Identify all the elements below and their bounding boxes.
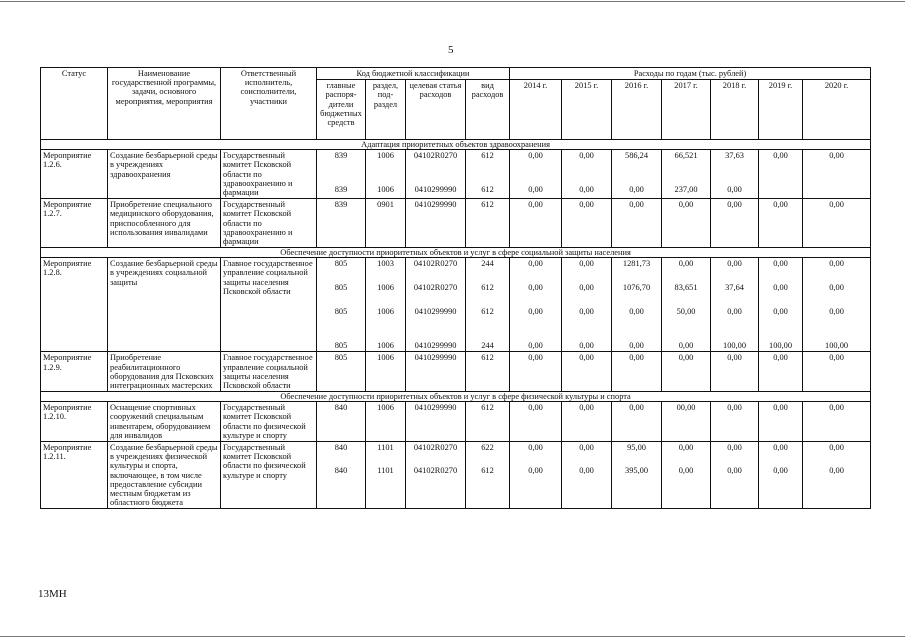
cell-value: 1006 bbox=[377, 353, 394, 363]
section-title: Обеспечение доступности приоритетных объектов и услуг в сфере социальной защиты населения bbox=[41, 248, 871, 258]
expense-type-cell bbox=[466, 258, 510, 352]
amount-cell-2019 bbox=[759, 150, 803, 199]
cell-value: 612 bbox=[481, 353, 494, 363]
cell-value: 0,00 bbox=[773, 259, 788, 269]
table-row bbox=[41, 258, 871, 352]
razdel-cell bbox=[366, 402, 406, 442]
cell-value: 0,00 bbox=[528, 200, 543, 210]
cell-value: 0,00 bbox=[579, 403, 594, 413]
expense-type-cell bbox=[466, 150, 510, 199]
cell-value: 0,00 bbox=[678, 341, 694, 351]
cell-value: 0,00 bbox=[829, 200, 844, 210]
cell-value: 237,00 bbox=[674, 185, 698, 195]
amount-cell-2018 bbox=[711, 150, 759, 199]
name-cell: Приобретение реабилитационного оборудования для Псковских интеграционных мастерских bbox=[108, 352, 221, 392]
cell-value: 0,00 bbox=[678, 200, 694, 210]
name-cell: Оснащение спортивных сооружений специальным инвентарем, оборудованием для инвалидов bbox=[108, 402, 221, 442]
cell-value: 0,00 bbox=[727, 307, 742, 317]
cell-value: 0,00 bbox=[678, 259, 694, 269]
cell-value: 395,00 bbox=[625, 466, 649, 476]
cell-value: 1281,73 bbox=[622, 259, 651, 269]
cell-value: 612 bbox=[481, 283, 494, 293]
cell-value: 0,00 bbox=[528, 259, 543, 269]
cell-value: 0,00 bbox=[579, 466, 594, 476]
amount-cell-2016 bbox=[612, 442, 662, 509]
header-year-2014: 2014 г. bbox=[510, 80, 562, 140]
cell-value: 0,00 bbox=[727, 466, 742, 476]
cell-value: 0,00 bbox=[727, 259, 742, 269]
cell-value: 04102R0270 bbox=[413, 259, 458, 269]
header-grbs: главные распоря-дители бюджетных средств bbox=[317, 80, 366, 140]
header-target-article: целевая статья расходов bbox=[406, 80, 466, 140]
section-header-row bbox=[41, 248, 871, 258]
cell-value: 1003 bbox=[377, 259, 394, 269]
status-cell: Мероприятие 1.2.11. bbox=[41, 442, 108, 509]
responsible-cell: Главное государственное управление социальной защиты населения Псковской области bbox=[221, 352, 317, 392]
target-article-cell bbox=[406, 258, 466, 352]
amount-cell-2020 bbox=[803, 352, 871, 392]
cell-value: 04102R0270 bbox=[413, 466, 458, 476]
header-budget-code: Код бюджетной классификации bbox=[317, 68, 510, 80]
cell-value: 0,00 bbox=[829, 283, 844, 293]
responsible-cell: Государственный комитет Псковской области по физической культуре и спорту bbox=[221, 442, 317, 509]
grbs-cell bbox=[317, 258, 366, 352]
amount-cell-2016 bbox=[612, 199, 662, 248]
razdel-cell bbox=[366, 150, 406, 199]
responsible-cell: Государственный комитет Псковской области по здравоохранению и фармации bbox=[221, 150, 317, 199]
amount-cell-2015 bbox=[562, 402, 612, 442]
amount-cell-2015 bbox=[562, 199, 612, 248]
cell-value: 244 bbox=[481, 259, 494, 269]
expense-type-cell bbox=[466, 402, 510, 442]
table-row bbox=[41, 150, 871, 199]
cell-value: 0,00 bbox=[727, 443, 742, 453]
cell-value: 0,00 bbox=[629, 403, 644, 413]
cell-value: 0,00 bbox=[528, 341, 543, 351]
amount-cell-2014 bbox=[510, 442, 562, 509]
cell-value: 0,00 bbox=[829, 403, 844, 413]
cell-value: 0,00 bbox=[678, 466, 694, 476]
cell-value: 805 bbox=[334, 341, 348, 351]
cell-value: 586,24 bbox=[625, 151, 649, 161]
cell-value: 0410299990 bbox=[414, 200, 457, 210]
amount-cell-2014 bbox=[510, 352, 562, 392]
cell-value: 840 bbox=[334, 403, 348, 413]
cell-value: 0410299990 bbox=[414, 185, 457, 195]
cell-value: 0,00 bbox=[579, 259, 594, 269]
grbs-cell bbox=[317, 442, 366, 509]
amount-cell-2019 bbox=[759, 199, 803, 248]
amount-cell-2019 bbox=[759, 258, 803, 352]
amount-cell-2017 bbox=[662, 199, 711, 248]
cell-value: 0,00 bbox=[727, 353, 742, 363]
page-number: 5 bbox=[448, 44, 454, 56]
cell-value: 0,00 bbox=[678, 353, 694, 363]
amount-cell-2020 bbox=[803, 442, 871, 509]
table-row bbox=[41, 442, 871, 509]
header-razdel: раздел, под-раздел bbox=[366, 80, 406, 140]
cell-value: 1006 bbox=[377, 341, 394, 351]
cell-value: 0,00 bbox=[579, 200, 594, 210]
amount-cell-2020 bbox=[803, 199, 871, 248]
header-responsible: Ответственный исполнитель, соисполнители, участники bbox=[221, 68, 317, 140]
cell-value: 0,00 bbox=[629, 353, 644, 363]
cell-value: 0,00 bbox=[528, 151, 543, 161]
razdel-cell bbox=[366, 199, 406, 248]
cell-value: 0410299990 bbox=[414, 403, 457, 413]
page-bottom-edge bbox=[0, 636, 905, 637]
amount-cell-2019 bbox=[759, 402, 803, 442]
amount-cell-2018 bbox=[711, 199, 759, 248]
name-cell: Создание безбарьерной среды в учреждениях социальной защиты bbox=[108, 258, 221, 352]
cell-value: 839 bbox=[334, 200, 348, 210]
header-year-2018: 2018 г. bbox=[711, 80, 759, 140]
cell-value: 0,00 bbox=[829, 151, 844, 161]
cell-value: 66,521 bbox=[674, 151, 698, 161]
cell-value: 0,00 bbox=[528, 466, 543, 476]
amount-cell-2015 bbox=[562, 442, 612, 509]
footer-code: 13МН bbox=[38, 588, 67, 600]
cell-value: 0,00 bbox=[829, 259, 844, 269]
cell-value: 0,00 bbox=[528, 307, 543, 317]
page-top-edge bbox=[0, 1, 905, 2]
cell-value: 00,00 bbox=[676, 403, 696, 413]
cell-value: 0,00 bbox=[678, 443, 694, 453]
header-expense-type: вид расходов bbox=[466, 80, 510, 140]
section-title: Адаптация приоритетных объектов здравоохранения bbox=[41, 140, 871, 150]
amount-cell-2014 bbox=[510, 402, 562, 442]
amount-cell-2020 bbox=[803, 150, 871, 199]
header-name: Наименование государственной программы, задачи, основного мероприятия, мероприятия bbox=[108, 68, 221, 140]
cell-value: 0,00 bbox=[829, 443, 844, 453]
cell-value: 83,651 bbox=[674, 283, 698, 293]
cell-value: 0,00 bbox=[579, 341, 594, 351]
cell-value: 612 bbox=[481, 185, 494, 195]
expense-type-cell bbox=[466, 352, 510, 392]
cell-value: 0,00 bbox=[579, 443, 594, 453]
table-row bbox=[41, 352, 871, 392]
cell-value: 0,00 bbox=[579, 151, 594, 161]
cell-value: 0,00 bbox=[829, 353, 844, 363]
cell-value: 0,00 bbox=[579, 353, 594, 363]
table-row bbox=[41, 402, 871, 442]
cell-value: 0,00 bbox=[727, 200, 742, 210]
amount-cell-2020 bbox=[803, 258, 871, 352]
cell-value: 244 bbox=[481, 341, 494, 351]
cell-value: 0,00 bbox=[528, 353, 543, 363]
cell-value: 100,00 bbox=[825, 341, 849, 351]
status-cell: Мероприятие 1.2.9. bbox=[41, 352, 108, 392]
amount-cell-2015 bbox=[562, 150, 612, 199]
expense-type-cell bbox=[466, 442, 510, 509]
cell-value: 0410299990 bbox=[414, 307, 457, 317]
cell-value: 1006 bbox=[377, 403, 394, 413]
amount-cell-2018 bbox=[711, 442, 759, 509]
section-header-row bbox=[41, 392, 871, 402]
cell-value: 0,00 bbox=[528, 185, 543, 195]
amount-cell-2014 bbox=[510, 199, 562, 248]
amount-cell-2015 bbox=[562, 258, 612, 352]
cell-value: 0,00 bbox=[773, 353, 788, 363]
cell-value: 50,00 bbox=[676, 307, 696, 317]
cell-value: 1006 bbox=[377, 185, 394, 195]
cell-value: 839 bbox=[334, 151, 348, 161]
cell-value: 0,00 bbox=[773, 151, 788, 161]
cell-value: 0,00 bbox=[528, 283, 543, 293]
cell-value: 612 bbox=[481, 403, 494, 413]
cell-value: 805 bbox=[334, 353, 348, 363]
status-cell: Мероприятие 1.2.8. bbox=[41, 258, 108, 352]
header-row-1 bbox=[41, 68, 871, 80]
cell-value: 0,00 bbox=[773, 466, 788, 476]
cell-value: 1006 bbox=[377, 151, 394, 161]
cell-value: 0,00 bbox=[773, 403, 788, 413]
razdel-cell bbox=[366, 352, 406, 392]
section-header-row bbox=[41, 140, 871, 150]
cell-value: 0,00 bbox=[528, 443, 543, 453]
cell-value: 37,63 bbox=[725, 151, 744, 161]
cell-value: 0,00 bbox=[579, 283, 594, 293]
cell-value: 100,00 bbox=[723, 341, 747, 351]
header-year-2019: 2019 г. bbox=[759, 80, 803, 140]
target-article-cell bbox=[406, 402, 466, 442]
grbs-cell bbox=[317, 199, 366, 248]
cell-value: 1006 bbox=[377, 283, 394, 293]
cell-value: 0,00 bbox=[629, 341, 644, 351]
cell-value: 1076,70 bbox=[622, 283, 651, 293]
header-year-2016: 2016 г. bbox=[612, 80, 662, 140]
amount-cell-2018 bbox=[711, 258, 759, 352]
cell-value: 612 bbox=[481, 200, 494, 210]
amount-cell-2019 bbox=[759, 442, 803, 509]
name-cell: Создание безбарьерной среды в учреждениях здравоохранения bbox=[108, 150, 221, 199]
cell-value: 622 bbox=[481, 443, 494, 453]
cell-value: 04102R0270 bbox=[413, 283, 458, 293]
cell-value: 0,00 bbox=[629, 185, 644, 195]
amount-cell-2020 bbox=[803, 402, 871, 442]
amount-cell-2018 bbox=[711, 352, 759, 392]
target-article-cell bbox=[406, 442, 466, 509]
cell-value: 805 bbox=[334, 283, 348, 293]
cell-value: 95,00 bbox=[627, 443, 646, 453]
amount-cell-2019 bbox=[759, 352, 803, 392]
cell-value: 840 bbox=[334, 466, 348, 476]
cell-value: 0,00 bbox=[727, 403, 742, 413]
cell-value: 0,00 bbox=[773, 200, 788, 210]
grbs-cell bbox=[317, 150, 366, 199]
cell-value: 0410299990 bbox=[414, 341, 457, 351]
amount-cell-2018 bbox=[711, 402, 759, 442]
table-row bbox=[41, 199, 871, 248]
amount-cell-2014 bbox=[510, 150, 562, 199]
section-title: Обеспечение доступности приоритетных объектов и услуг в сфере физической культуры и спорта bbox=[41, 392, 871, 402]
cell-value: 612 bbox=[481, 307, 494, 317]
cell-value: 0,00 bbox=[773, 307, 788, 317]
amount-cell-2016 bbox=[612, 258, 662, 352]
amount-cell-2016 bbox=[612, 402, 662, 442]
cell-value: 0901 bbox=[377, 200, 394, 210]
status-cell: Мероприятие 1.2.10. bbox=[41, 402, 108, 442]
cell-value: 04102R0270 bbox=[413, 151, 458, 161]
amount-cell-2017 bbox=[662, 402, 711, 442]
status-cell: Мероприятие 1.2.6. bbox=[41, 150, 108, 199]
cell-value: 0,00 bbox=[579, 307, 594, 317]
cell-value: 805 bbox=[334, 259, 348, 269]
name-cell: Создание безбарьерной среды в учреждениях физической культуры и спорта, включающее, в том числе предоставление субсидии местным бюджетам из областного бюджета bbox=[108, 442, 221, 509]
cell-value: 840 bbox=[334, 443, 348, 453]
responsible-cell: Главное государственное управление социальной защиты населения Псковской области bbox=[221, 258, 317, 352]
expense-type-cell bbox=[466, 199, 510, 248]
cell-value: 1101 bbox=[377, 466, 394, 476]
target-article-cell bbox=[406, 352, 466, 392]
cell-value: 0,00 bbox=[829, 307, 844, 317]
cell-value: 04102R0270 bbox=[413, 443, 458, 453]
cell-value: 0,00 bbox=[629, 307, 644, 317]
status-cell: Мероприятие 1.2.7. bbox=[41, 199, 108, 248]
cell-value: 0,00 bbox=[773, 443, 788, 453]
target-article-cell bbox=[406, 150, 466, 199]
target-article-cell bbox=[406, 199, 466, 248]
header-status: Статус bbox=[41, 68, 108, 140]
grbs-cell bbox=[317, 402, 366, 442]
amount-cell-2016 bbox=[612, 352, 662, 392]
header-year-2015: 2015 г. bbox=[562, 80, 612, 140]
amount-cell-2017 bbox=[662, 258, 711, 352]
cell-value: 612 bbox=[481, 151, 494, 161]
responsible-cell: Государственный комитет Псковской области по здравоохранению и фармации bbox=[221, 199, 317, 248]
amount-cell-2017 bbox=[662, 352, 711, 392]
cell-value: 37,64 bbox=[725, 283, 744, 293]
amount-cell-2014 bbox=[510, 258, 562, 352]
razdel-cell bbox=[366, 258, 406, 352]
cell-value: 100,00 bbox=[769, 341, 793, 351]
cell-value: 0,00 bbox=[528, 403, 543, 413]
header-year-2020: 2020 г. bbox=[803, 80, 871, 140]
cell-value: 805 bbox=[334, 307, 348, 317]
cell-value: 0410299990 bbox=[414, 353, 457, 363]
amount-cell-2015 bbox=[562, 352, 612, 392]
responsible-cell: Государственный комитет Псковской области по физической культуре и спорту bbox=[221, 402, 317, 442]
amount-cell-2017 bbox=[662, 442, 711, 509]
header-year-2017: 2017 г. bbox=[662, 80, 711, 140]
cell-value: 1006 bbox=[377, 307, 394, 317]
cell-value: 0,00 bbox=[629, 200, 644, 210]
grbs-cell bbox=[317, 352, 366, 392]
cell-value: 0,00 bbox=[829, 466, 844, 476]
cell-value: 0,00 bbox=[773, 283, 788, 293]
cell-value: 839 bbox=[334, 185, 348, 195]
amount-cell-2016 bbox=[612, 150, 662, 199]
header-expenses: Расходы по годам (тыс. рублей) bbox=[510, 68, 871, 80]
razdel-cell bbox=[366, 442, 406, 509]
cell-value: 0,00 bbox=[727, 185, 742, 195]
amount-cell-2017 bbox=[662, 150, 711, 199]
cell-value: 1101 bbox=[377, 443, 394, 453]
program-table bbox=[40, 67, 871, 509]
name-cell: Приобретение специального медицинского оборудования, приспособленного для использования инвалидами bbox=[108, 199, 221, 248]
cell-value: 612 bbox=[481, 466, 494, 476]
cell-value: 0,00 bbox=[579, 185, 594, 195]
